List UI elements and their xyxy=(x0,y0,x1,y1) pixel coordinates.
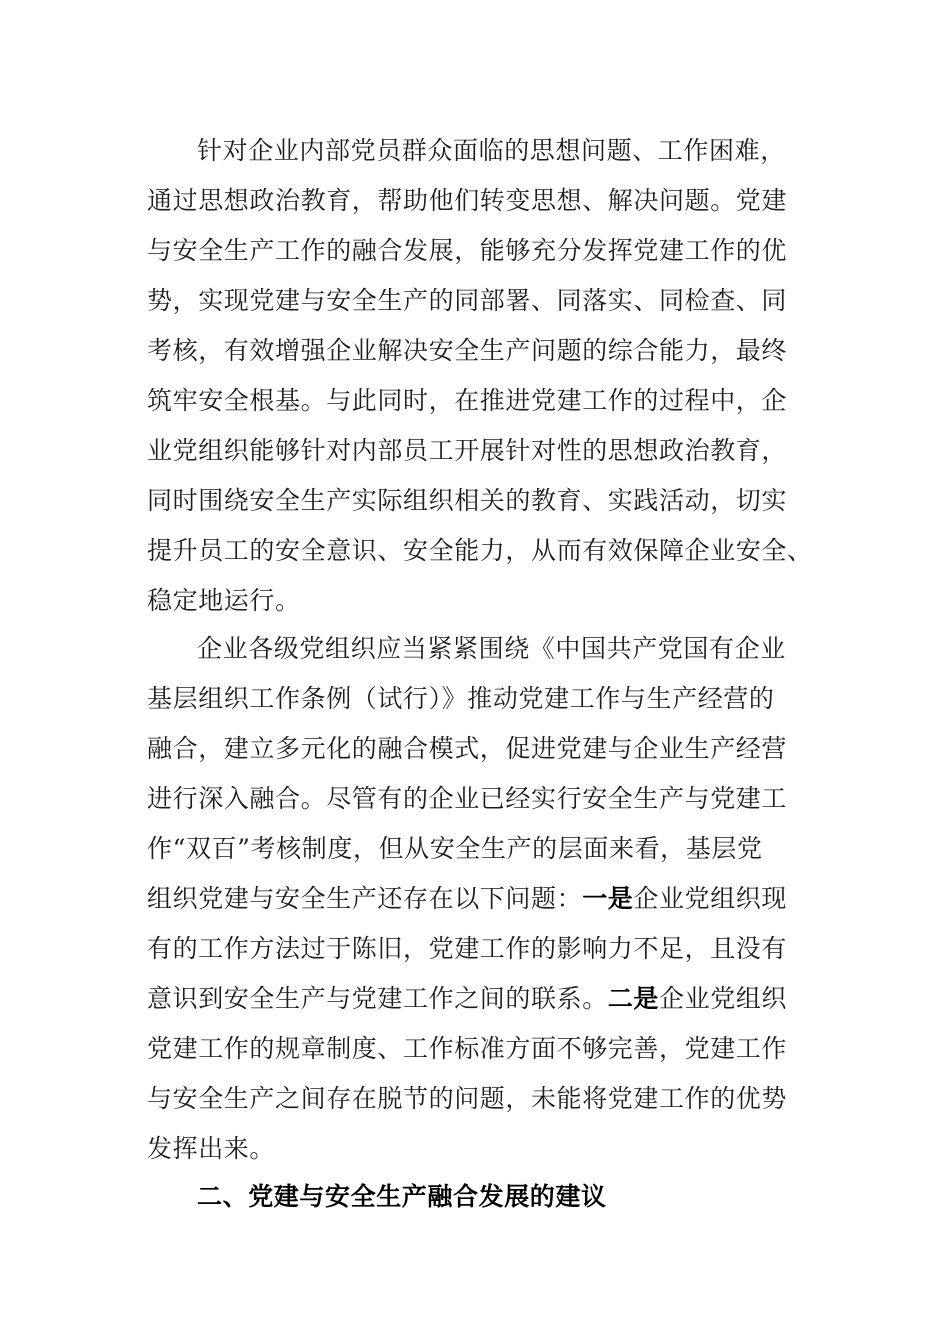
paragraph-2-line-11: 发挥出来。 xyxy=(147,1134,276,1163)
paragraph-1-line-10: 稳定地运行。 xyxy=(147,586,301,615)
point-two-label: 二是 xyxy=(607,984,660,1013)
paragraph-2-line-6 xyxy=(147,884,787,914)
paragraph-2-line-4: 进行深入融合。尽管有的企业已经实行安全生产与党建工 xyxy=(147,784,788,813)
paragraph-2-line-6-tail: 企业党组织现 xyxy=(633,884,788,913)
paragraph-1-line-3: 与安全生产工作的融合发展，能够充分发挥党建工作的优 xyxy=(147,236,788,265)
paragraph-2-line-9: 党建工作的规章制度、工作标准方面不够完善，党建工作 xyxy=(147,1034,788,1063)
paragraph-1-line-1: 针对企业内部党员群众面临的思想问题、工作困难， xyxy=(197,136,786,165)
paragraph-2-line-7: 有的工作方法过于陈旧，党建工作的影响力不足，且没有 xyxy=(147,934,788,963)
paragraph-2-line-10: 与安全生产之间存在脱节的问题，未能将党建工作的优势 xyxy=(147,1084,788,1113)
paragraph-2-line-8-tail: 企业党组织 xyxy=(659,984,788,1013)
paragraph-2-line-6-text: 组织党建与安全生产还存在以下问题： xyxy=(147,884,583,913)
paragraph-1-line-7: 业党组织能够针对内部员工开展针对性的思想政治教育， xyxy=(147,436,788,465)
paragraph-2-line-2: 基层组织工作条例（试行）》推动党建工作与生产经营的 xyxy=(147,684,775,713)
paragraph-2-line-5: 作“双百”考核制度，但从安全生产的层面来看，基层党 xyxy=(147,834,763,863)
paragraph-2-line-8 xyxy=(147,984,787,1014)
paragraph-2-line-1: 企业各级党组织应当紧紧围绕《中国共产党国有企业 xyxy=(197,634,786,663)
paragraph-1-line-6: 筑牢安全根基。与此同时，在推进党建工作的过程中，企 xyxy=(147,386,788,415)
paragraph-1-line-9: 提升员工的安全意识、安全能力，从而有效保障企业安全、 xyxy=(147,536,813,565)
paragraph-1-line-2: 通过思想政治教育，帮助他们转变思想、解决问题。党建 xyxy=(147,186,788,215)
point-one-label: 一是 xyxy=(582,884,634,913)
paragraph-1-line-4: 势，实现党建与安全生产的同部署、同落实、同检查、同 xyxy=(147,286,788,315)
section-heading: 二、党建与安全生产融合发展的建议 xyxy=(197,1182,607,1211)
paragraph-2-line-3: 融合，建立多元化的融合模式，促进党建与企业生产经营 xyxy=(147,734,788,763)
paragraph-2-line-8-text: 意识到安全生产与党建工作之间的联系。 xyxy=(147,984,608,1013)
paragraph-1-line-8: 同时围绕安全生产实际组织相关的教育、实践活动，切实 xyxy=(147,486,788,515)
paragraph-1-line-5: 考核，有效增强企业解决安全生产问题的综合能力，最终 xyxy=(147,336,788,365)
